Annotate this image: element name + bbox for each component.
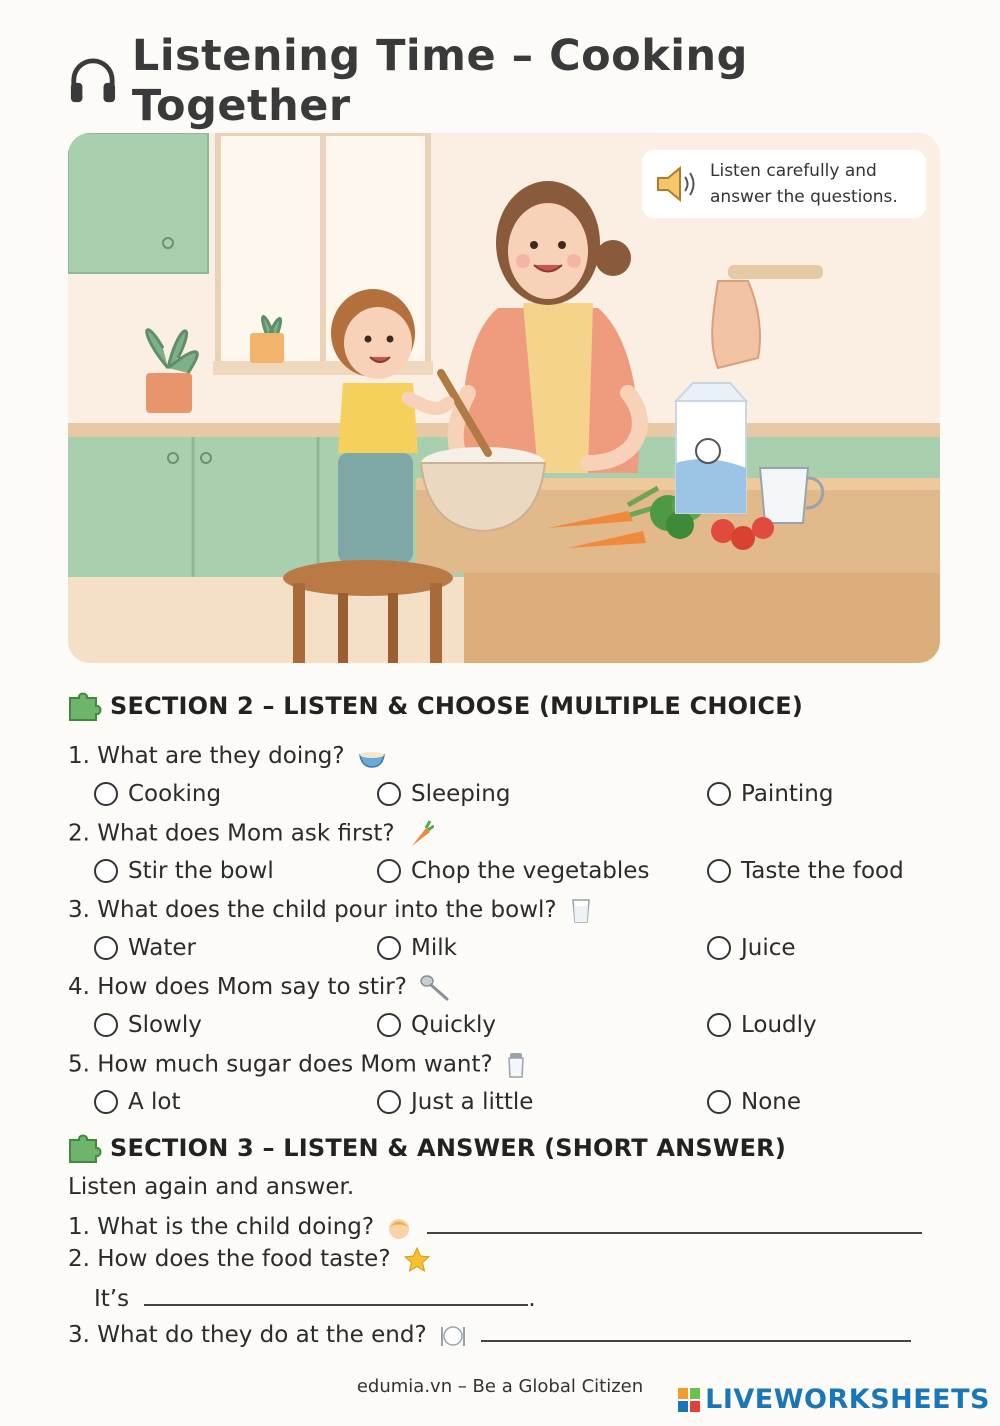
child-face-icon bbox=[387, 1216, 411, 1240]
q5-option-c[interactable] bbox=[707, 1089, 801, 1115]
question-2-text: 2. What does Mom ask first? bbox=[68, 820, 395, 847]
sugar-shaker-icon bbox=[506, 1051, 526, 1079]
option-label: None bbox=[741, 1089, 802, 1115]
q1-option-a[interactable] bbox=[94, 781, 221, 807]
option-label: Taste the food bbox=[741, 858, 904, 884]
option-label: Sleeping bbox=[411, 781, 511, 807]
answer-2-field[interactable] bbox=[144, 1282, 528, 1306]
footer-text: edumia.vn – Be a Global Citizen bbox=[356, 1376, 644, 1397]
q5-option-a[interactable] bbox=[94, 1089, 181, 1115]
q2-option-a[interactable] bbox=[94, 858, 274, 884]
radio-button[interactable] bbox=[377, 936, 401, 960]
radio-button[interactable] bbox=[707, 936, 731, 960]
radio-button[interactable] bbox=[377, 782, 401, 806]
radio-button[interactable] bbox=[94, 1013, 118, 1037]
short-question-2-text: 2. How does the food taste? bbox=[68, 1246, 391, 1272]
puzzle-icon bbox=[66, 1132, 102, 1164]
radio-button[interactable] bbox=[707, 859, 731, 883]
page-title-row bbox=[68, 31, 948, 131]
q2-option-b[interactable] bbox=[377, 858, 649, 884]
option-label: Water bbox=[128, 935, 196, 961]
option-label: Milk bbox=[411, 935, 457, 961]
section3-heading: SECTION 3 – LISTEN & ANSWER (SHORT ANSWER) bbox=[110, 1134, 787, 1162]
q3-option-a[interactable] bbox=[94, 935, 196, 961]
question-3-text: 3. What does the child pour into the bowl? bbox=[68, 897, 557, 923]
plate-icon bbox=[440, 1324, 466, 1348]
radio-button[interactable] bbox=[94, 936, 118, 960]
liveworksheets-logo-icon bbox=[677, 1387, 701, 1413]
bowl-icon bbox=[358, 745, 386, 769]
short-question-1-text: 1. What is the child doing? bbox=[68, 1214, 375, 1240]
milk-glass-icon bbox=[570, 898, 592, 924]
q3-option-b[interactable] bbox=[377, 935, 457, 961]
q4-option-a[interactable] bbox=[94, 1012, 202, 1038]
answer-2-prefix: It’s bbox=[94, 1286, 130, 1312]
kitchen-illustration bbox=[68, 133, 940, 663]
radio-button[interactable] bbox=[377, 859, 401, 883]
option-label: Stir the bowl bbox=[128, 858, 274, 884]
question-1-text: 1. What are they doing? bbox=[68, 743, 345, 769]
radio-button[interactable] bbox=[377, 1013, 401, 1037]
carrot-icon bbox=[408, 820, 434, 848]
option-label: Slowly bbox=[128, 1012, 202, 1038]
towel bbox=[712, 281, 760, 368]
radio-button[interactable] bbox=[707, 1090, 731, 1114]
q4-option-b[interactable] bbox=[377, 1012, 496, 1038]
question-5-text: 5. How much sugar does Mom want? bbox=[68, 1051, 493, 1078]
q2-option-c[interactable] bbox=[707, 858, 904, 884]
radio-button[interactable] bbox=[707, 782, 731, 806]
question-5 bbox=[68, 1051, 526, 1079]
short-question-3 bbox=[68, 1318, 911, 1348]
question-1 bbox=[68, 743, 386, 769]
q1-option-b[interactable] bbox=[377, 781, 510, 807]
radio-button[interactable] bbox=[707, 1013, 731, 1037]
q4-option-c[interactable] bbox=[707, 1012, 817, 1038]
option-label: Loudly bbox=[741, 1012, 817, 1038]
radio-button[interactable] bbox=[94, 782, 118, 806]
short-answer-2-line: It’s . bbox=[94, 1282, 536, 1312]
section2-heading-row bbox=[66, 690, 803, 722]
radio-button[interactable] bbox=[94, 1090, 118, 1114]
puzzle-icon bbox=[66, 690, 102, 722]
option-label: Cooking bbox=[128, 781, 222, 807]
bubble-text: Listen carefully and answer the questions. bbox=[710, 161, 898, 207]
q3-option-c[interactable] bbox=[707, 935, 796, 961]
section3-heading-row bbox=[66, 1132, 786, 1164]
short-question-1 bbox=[68, 1210, 922, 1240]
short-question-3-text: 3. What do they do at the end? bbox=[68, 1322, 427, 1348]
option-label: Painting bbox=[741, 781, 834, 807]
short-question-2 bbox=[68, 1246, 430, 1273]
star-icon bbox=[404, 1247, 430, 1273]
milk-carton bbox=[676, 383, 746, 513]
upper-cabinet bbox=[68, 133, 208, 273]
headphones-icon bbox=[68, 56, 118, 106]
q1-option-c[interactable] bbox=[707, 781, 833, 807]
liveworksheets-brand[interactable] bbox=[677, 1384, 990, 1415]
page-title: Listening Time – Cooking Together bbox=[131, 31, 748, 131]
option-label: Juice bbox=[741, 935, 796, 961]
option-label: Just a little bbox=[411, 1089, 534, 1115]
section2-heading: SECTION 2 – LISTEN & CHOOSE (MULTIPLE CHOICE) bbox=[110, 692, 803, 720]
question-2 bbox=[68, 820, 434, 848]
question-3 bbox=[68, 897, 592, 924]
spoon-icon bbox=[420, 975, 450, 1001]
answer-3-field[interactable] bbox=[481, 1318, 911, 1342]
radio-button[interactable] bbox=[94, 859, 118, 883]
speaker-icon bbox=[654, 164, 700, 204]
option-label: A lot bbox=[128, 1089, 181, 1115]
question-4 bbox=[68, 974, 450, 1001]
q5-option-b[interactable] bbox=[377, 1089, 533, 1115]
answer-1-field[interactable] bbox=[427, 1210, 922, 1234]
brand-text: LIVEWORKSHEETS bbox=[705, 1384, 990, 1415]
option-label: Quickly bbox=[411, 1012, 497, 1038]
radio-button[interactable] bbox=[377, 1090, 401, 1114]
section3-intro: Listen again and answer. bbox=[68, 1174, 355, 1200]
question-4-text: 4. How does Mom say to stir? bbox=[68, 974, 407, 1000]
speech-bubble bbox=[642, 150, 926, 218]
option-label: Chop the vegetables bbox=[411, 858, 650, 884]
